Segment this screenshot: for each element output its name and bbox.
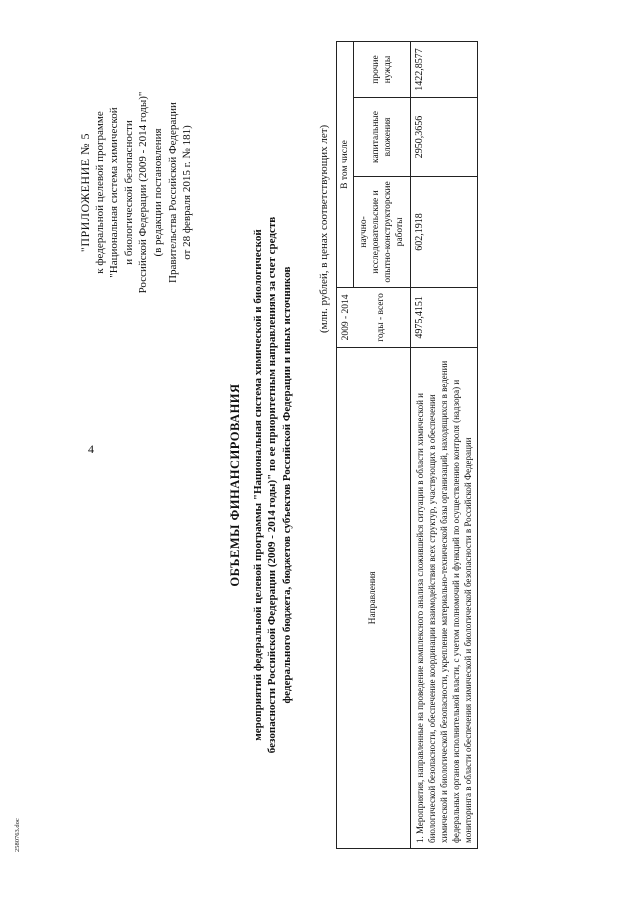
header-direction: Направления: [337, 347, 411, 848]
appendix-line: и биологической безопасности: [122, 120, 135, 265]
units-note: (млн. рублей, в ценах соответствующих лет): [318, 124, 330, 333]
header-other: прочие нужды: [354, 42, 411, 98]
appendix-line: Российской Федерации (2009 - 2014 годы)": [137, 91, 150, 294]
document-heading: [228, 105, 294, 865]
row-direction: 1. Мероприятия, направленные на проведение комплексного анализа сложившейся ситуации в области химической и биологической безопасности, обеспечение координации взаимодействия всех структур, участвующих в обеспечении химической и биологической безопасности, укрепление материально-технической базы организаций, находящихся в ведении федеральных органов исполнительной власти, с учетом полномочий и функций по осуществлению контроля (надзора) и мониторинга в области обеспечения химической и биологической безопасности в Российской Федерации: [410, 347, 477, 848]
header-total: годы - всего: [354, 287, 411, 347]
row-total: 4975,4151: [410, 287, 477, 347]
header-rnd: научно-исследовательские и опытно-конструкторские работы: [354, 176, 411, 287]
heading-line: безопасности Российской Федерации (2009 - 2014 годы)" по ее приоритетным направлениям за счет средств: [266, 216, 278, 754]
header-row: [337, 42, 354, 849]
appendix-line: (в редакции постановления: [151, 128, 164, 257]
row-rnd: 602,1918: [410, 176, 477, 287]
header-including: В том числе: [337, 42, 354, 288]
appendix-line: Правительства Российской Федерации: [166, 102, 179, 283]
footer-doc-code: 2580763.doc: [14, 818, 21, 852]
table-row: [410, 42, 477, 849]
heading-line: мероприятий федеральной целевой программы "Национальная система химической и биологической: [251, 229, 264, 741]
heading-title: ОБЪЕМЫ ФИНАНСИРОВАНИЯ: [228, 383, 242, 587]
appendix-title: "ПРИЛОЖЕНИЕ № 5: [78, 132, 92, 253]
funding-table: [336, 41, 478, 849]
heading-line: федерального бюджета, бюджетов субъектов Российской Федерации и иных источников: [280, 266, 293, 704]
appendix-line: к федеральной целевой программе: [93, 111, 106, 274]
page-number: 4: [88, 442, 94, 456]
appendix-line: "Национальная система химической: [108, 107, 121, 278]
header-total-years: 2009 - 2014: [337, 287, 354, 347]
row-capex: 2950,3656: [410, 98, 477, 177]
row-other: 1422,8577: [410, 42, 477, 98]
header-capex: капитальные вложения: [354, 98, 411, 177]
appendix-block: [78, 75, 195, 310]
appendix-line: от 28 февраля 2015 г. № 181): [181, 125, 194, 260]
